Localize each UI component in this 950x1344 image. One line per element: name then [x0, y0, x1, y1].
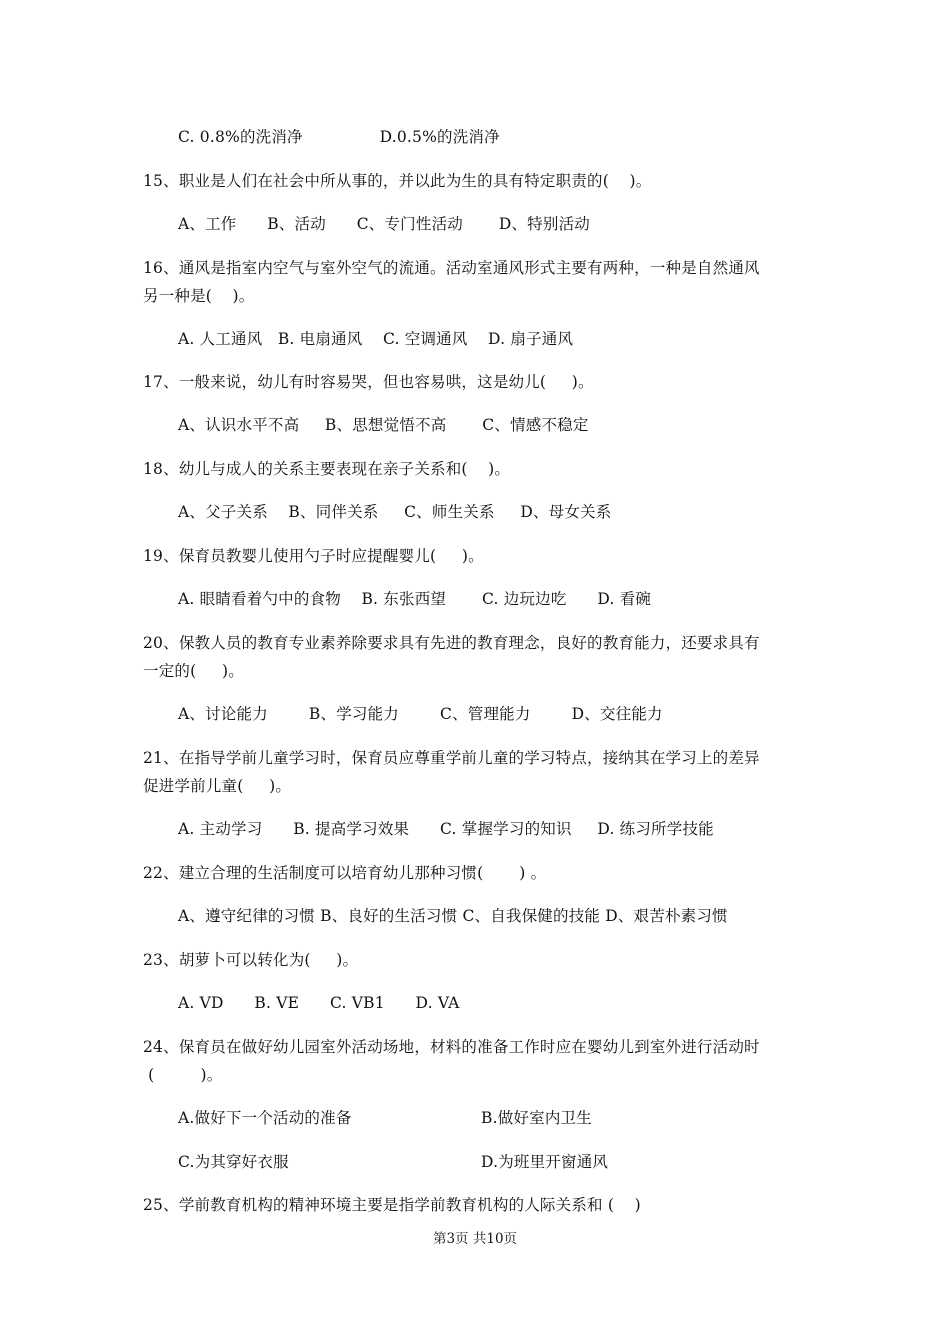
- question-23: 23、胡萝卜可以转化为( )。: [143, 951, 359, 969]
- question-21-line1: 21、在指导学前儿童学习时，保育员应尊重学前儿童的学习特点，接纳其在学习上的差异: [143, 749, 760, 767]
- question-20-line1: 20、保教人员的教育专业素养除要求具有先进的教育理念，良好的教育能力，还要求具有: [143, 634, 760, 652]
- question-15: 15、职业是人们在社会中所从事的，并以此为生的具有特定职责的( )。: [143, 172, 652, 190]
- option-q24-c: C.为其穿好衣服: [178, 1153, 289, 1171]
- question-16-line1: 16、通风是指室内空气与室外空气的流通。活动室通风形式主要有两种，一种是自然通风: [143, 259, 760, 277]
- question-18: 18、幼儿与成人的关系主要表现在亲子关系和( )。: [143, 460, 511, 478]
- question-19: 19、保育员教婴儿使用勺子时应提醒婴儿( )。: [143, 547, 484, 565]
- question-17: 17、一般来说，幼儿有时容易哭，但也容易哄，这是幼儿( )。: [143, 373, 594, 391]
- options-q22: A、遵守纪律的习惯 B、良好的生活习惯 C、自我保健的技能 D、艰苦朴素习惯: [178, 907, 728, 925]
- page-number-footer: 第3页 共10页: [432, 1231, 518, 1247]
- question-25: 25、学前教育机构的精神环境主要是指学前教育机构的人际关系和 ( ): [143, 1196, 641, 1214]
- question-21-line2: 促进学前儿童( )。: [143, 777, 292, 795]
- options-q21: A. 主动学习 B. 提高学习效果 C. 掌握学习的知识 D. 练习所学技能: [178, 820, 714, 838]
- question-24-line1: 24、保育员在做好幼儿园室外活动场地，材料的准备工作时应在婴幼儿到室外进行活动时: [143, 1038, 760, 1056]
- options-q16: A. 人工通风 B. 电扇通风 C. 空调通风 D. 扇子通风: [178, 330, 574, 348]
- question-16-line2: 另一种是( )。: [143, 287, 255, 305]
- options-q18: A、父子关系 B、同伴关系 C、师生关系 D、母女关系: [178, 503, 612, 521]
- question-20-line2: 一定的( )。: [143, 662, 244, 680]
- option-q24-a: A.做好下一个活动的准备: [178, 1109, 352, 1127]
- options-q17: A、认识水平不高 B、思想觉悟不高 C、情感不稳定: [178, 416, 589, 434]
- question-24-line2: ( )。: [143, 1066, 223, 1084]
- options-q19: A. 眼睛看着勺中的食物 B. 东张西望 C. 边玩边吃 D. 看碗: [178, 590, 652, 608]
- options-q23: A. VD B. VE C. VB1 D. VA: [178, 994, 460, 1012]
- options-q15: A、工作 B、活动 C、专门性活动 D、特别活动: [178, 215, 590, 233]
- option-line-q14-cd: C. 0.8%的洗消净 D.0.5%的洗消净: [178, 128, 500, 146]
- options-q20: A、讨论能力 B、学习能力 C、管理能力 D、交往能力: [178, 705, 663, 723]
- option-q24-b: B.做好室内卫生: [481, 1109, 592, 1127]
- option-q24-d: D.为班里开窗通风: [481, 1153, 609, 1171]
- question-22: 22、建立合理的生活制度可以培育幼儿那种习惯( ) 。: [143, 864, 547, 882]
